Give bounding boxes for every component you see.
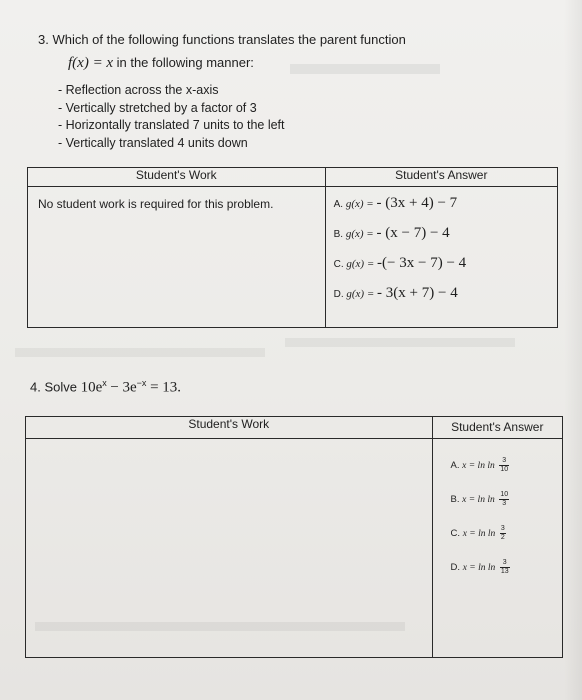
option-fraction [500,525,506,542]
parent-function-tail: in the following manner: [116,55,254,70]
question-3-table [27,167,558,328]
option-fraction [500,559,510,576]
option-letter: C. [333,259,344,270]
answer-option-c[interactable] [451,525,506,542]
parent-function-lhs: f(x) = [68,55,103,71]
question-4-prefix: 4. Solve [30,379,77,395]
option-letter: B. [450,494,460,506]
answer-option-c[interactable] [334,255,467,272]
answer-option-a[interactable] [451,457,510,474]
student-answer-header: Student's Answer [325,168,557,187]
option-lhs: g(x) = [346,258,375,270]
option-fraction [499,491,509,508]
answer-option-a[interactable] [334,195,458,212]
question-3-title: 3. Which of the following functions translates the parent function [38,32,406,47]
equation-term-a: 10e [80,379,103,396]
photo-edge-shadow [564,0,582,700]
option-letter: A. [450,460,460,472]
student-work-area[interactable] [26,439,433,658]
equation-rhs: = 13. [150,379,182,396]
bleed-through-mark [290,64,440,74]
parent-function-rhs: x [106,55,113,71]
option-expression: x = ln ln [462,563,496,574]
student-answer-cell [432,439,562,658]
option-letter: C. [450,528,461,540]
transformation-list [58,82,285,152]
option-lhs: g(x) = [346,288,375,300]
equation-exp-b: −x [136,378,147,388]
option-rhs: -(− 3x − 7) − 4 [377,255,467,271]
transformation-item: - Vertically stretched by a factor of 3 [58,100,257,115]
option-letter: A. [333,199,344,210]
fraction-numerator: 3 [500,525,505,532]
fraction-denominator: 13 [500,568,509,575]
option-rhs: - (x − 7) − 4 [376,225,450,241]
option-expression: x = ln ln [462,461,495,472]
option-lhs: g(x) = [345,198,374,210]
equation-exp-a: x [102,378,107,388]
student-work-cell: No student work is required for this problem. [28,187,326,328]
fraction-numerator: 10 [500,491,509,498]
option-rhs: - 3(x + 7) − 4 [377,285,458,301]
option-fraction [499,457,509,474]
option-rhs: - (3x + 4) − 7 [376,195,458,211]
parent-function-line [68,55,254,72]
answer-option-d[interactable] [334,285,458,302]
question-4-title [30,378,181,396]
equation-term-b: 3e [122,379,137,396]
answer-option-b[interactable] [451,491,510,508]
bleed-through-mark [15,348,265,357]
option-letter: B. [333,229,344,240]
equation-minus: − [110,379,119,396]
question-4-table [25,416,563,658]
fraction-denominator: 10 [500,466,509,473]
student-work-header: Student's Work [28,168,326,187]
fraction-denominator: 2 [500,534,505,541]
transformation-item: - Horizontally translated 7 units to the left [58,118,285,132]
option-lhs: g(x) = [345,228,374,240]
answer-option-d[interactable] [451,559,510,576]
option-letter: D. [450,562,461,574]
fraction-numerator: 3 [499,457,509,466]
option-expression: x = ln ln [462,529,496,540]
student-answer-header: Student's Answer [432,417,562,439]
answer-option-b[interactable] [334,225,450,242]
transformation-item: - Vertically translated 4 units down [58,135,248,150]
fraction-numerator: 3 [500,559,510,568]
bleed-through-mark [285,338,515,347]
option-expression: x = ln ln [462,495,495,506]
fraction-denominator: 3 [502,500,507,507]
option-letter: D. [333,289,344,300]
transformation-item: - Reflection across the x-axis [58,83,219,97]
student-answer-cell [325,187,557,328]
student-work-header: Student's Work [26,417,433,439]
